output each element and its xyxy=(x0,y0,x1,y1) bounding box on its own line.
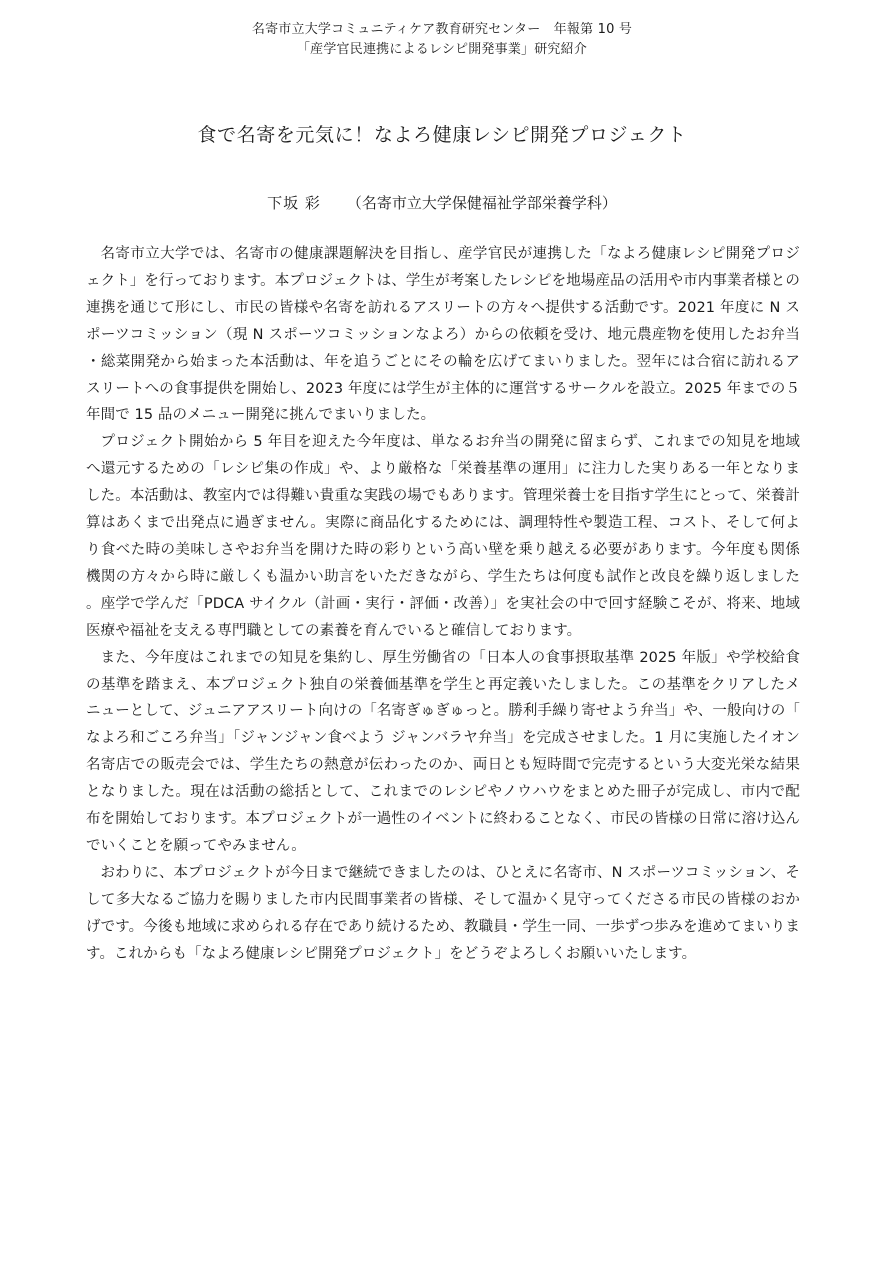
header-line-section: 「産学官民連携によるレシピ開発事業」研究紹介 xyxy=(296,42,588,57)
running-header xyxy=(0,20,884,60)
author-affiliation: （名寄市立大学保健福祉学部栄養学科） xyxy=(346,194,617,212)
body-paragraph-4: おわりに、本プロジェクトが今日まで継続できましたのは、ひとえに名寄市、N スポーツコミッション、そして多大なるご協力を賜りました市内民間事業者の皆様、そして温かく見守ってくださる市民の皆様のおかげです。今後も地域に求められる存在であり続けるため、教職員・学生一同、一歩ずつ歩みを進めてまいります。これからも「なよろ健康レシピ開発プロジェクト」をどうぞよろしくお願いいたします。 xyxy=(86,864,800,962)
author-line xyxy=(0,192,884,214)
body-paragraph-3: また、今年度はこれまでの知見を集約し、厚生労働省の「日本人の食事摂取基準 2025 年版」や学校給食の基準を踏まえ、本プロジェクト独自の栄養価基準を学生と再定義いたしました。この基準をクリアしたメニューとして、ジュニアアスリート向けの「名寄ぎゅぎゅっと。勝利手繰り寄せよう弁当」や、一般向けの「なよろ和ごころ弁当」「ジャンジャン食べよう ジャンバラヤ弁当」を完成させました。1 月に実施したイオン名寄店での販売会では、学生たちの熱意が伝わったのか、両日とも短時間で完売するという大変光栄な結果となりました。現在は活動の総括として、これまでのレシピやノウハウをまとめた冊子が完成し、市内で配布を開始しております。本プロジェクトが一過性のイベントに終わることなく、市民の皆様の日常に溶け込んでいくことを願ってやみません。 xyxy=(86,649,800,854)
article-body xyxy=(86,241,800,967)
body-paragraph-1: 名寄市立大学では、名寄市の健康課題解決を目指し、産学官民が連携した「なよろ健康レシピ開発プロジェクト」を行っております。本プロジェクトは、学生が考案したレシピを地場産品の活用や市内事業者様との連携を通じて形にし、市民の皆様や名寄を訪れるアスリートの方々へ提供する活動です。2021 年度に N スポーツコミッション（現 N スポーツコミッションなよろ）からの依頼を受け、地元農産物を使用したお弁当・総菜開発から始まった本活動は、年を追うごとにその輪を広げてまいりました。翌年には合宿に訪れるアスリートへの食事提供を開始し、2023 年度には学生が主体的に運営するサークルを設立。2025 年までの５年間で 15 品のメニュー開発に挑んでまいりました。 xyxy=(86,246,800,424)
article-title: 食で名寄を元気に！なよろ健康レシピ開発プロジェクト xyxy=(197,124,687,146)
body-paragraph-2: プロジェクト開始から 5 年目を迎えた今年度は、単なるお弁当の開発に留まらず、これまでの知見を地域へ還元するための「レシピ集の作成」や、より厳格な「栄養基準の運用」に注力した実りある一年となりました。本活動は、教室内では得難い貴重な実践の場でもあります。管理栄養士を目指す学生にとって、栄養計算はあくまで出発点に過ぎません。実際に商品化するためには、調理特性や製造工程、コスト、そして何より食べた時の美味しさやお弁当を開けた時の彩りという高い壁を乗り越える必要があります。今年度も関係機関の方々から時に厳しくも温かい助言をいただきながら、学生たちは何度も試作と改良を繰り返しました。座学で学んだ「PDCA サイクル（計画・実行・評価・改善）」を実社会の中で回す経験こそが、将来、地域医療や福祉を支える専門職としての素養を育んでいると確信しております。 xyxy=(86,434,800,639)
author-name: 下坂 彩 xyxy=(267,194,321,212)
header-line-journal: 名寄市立大学コミュニティケア教育研究センター 年報第 10 号 xyxy=(251,22,633,37)
